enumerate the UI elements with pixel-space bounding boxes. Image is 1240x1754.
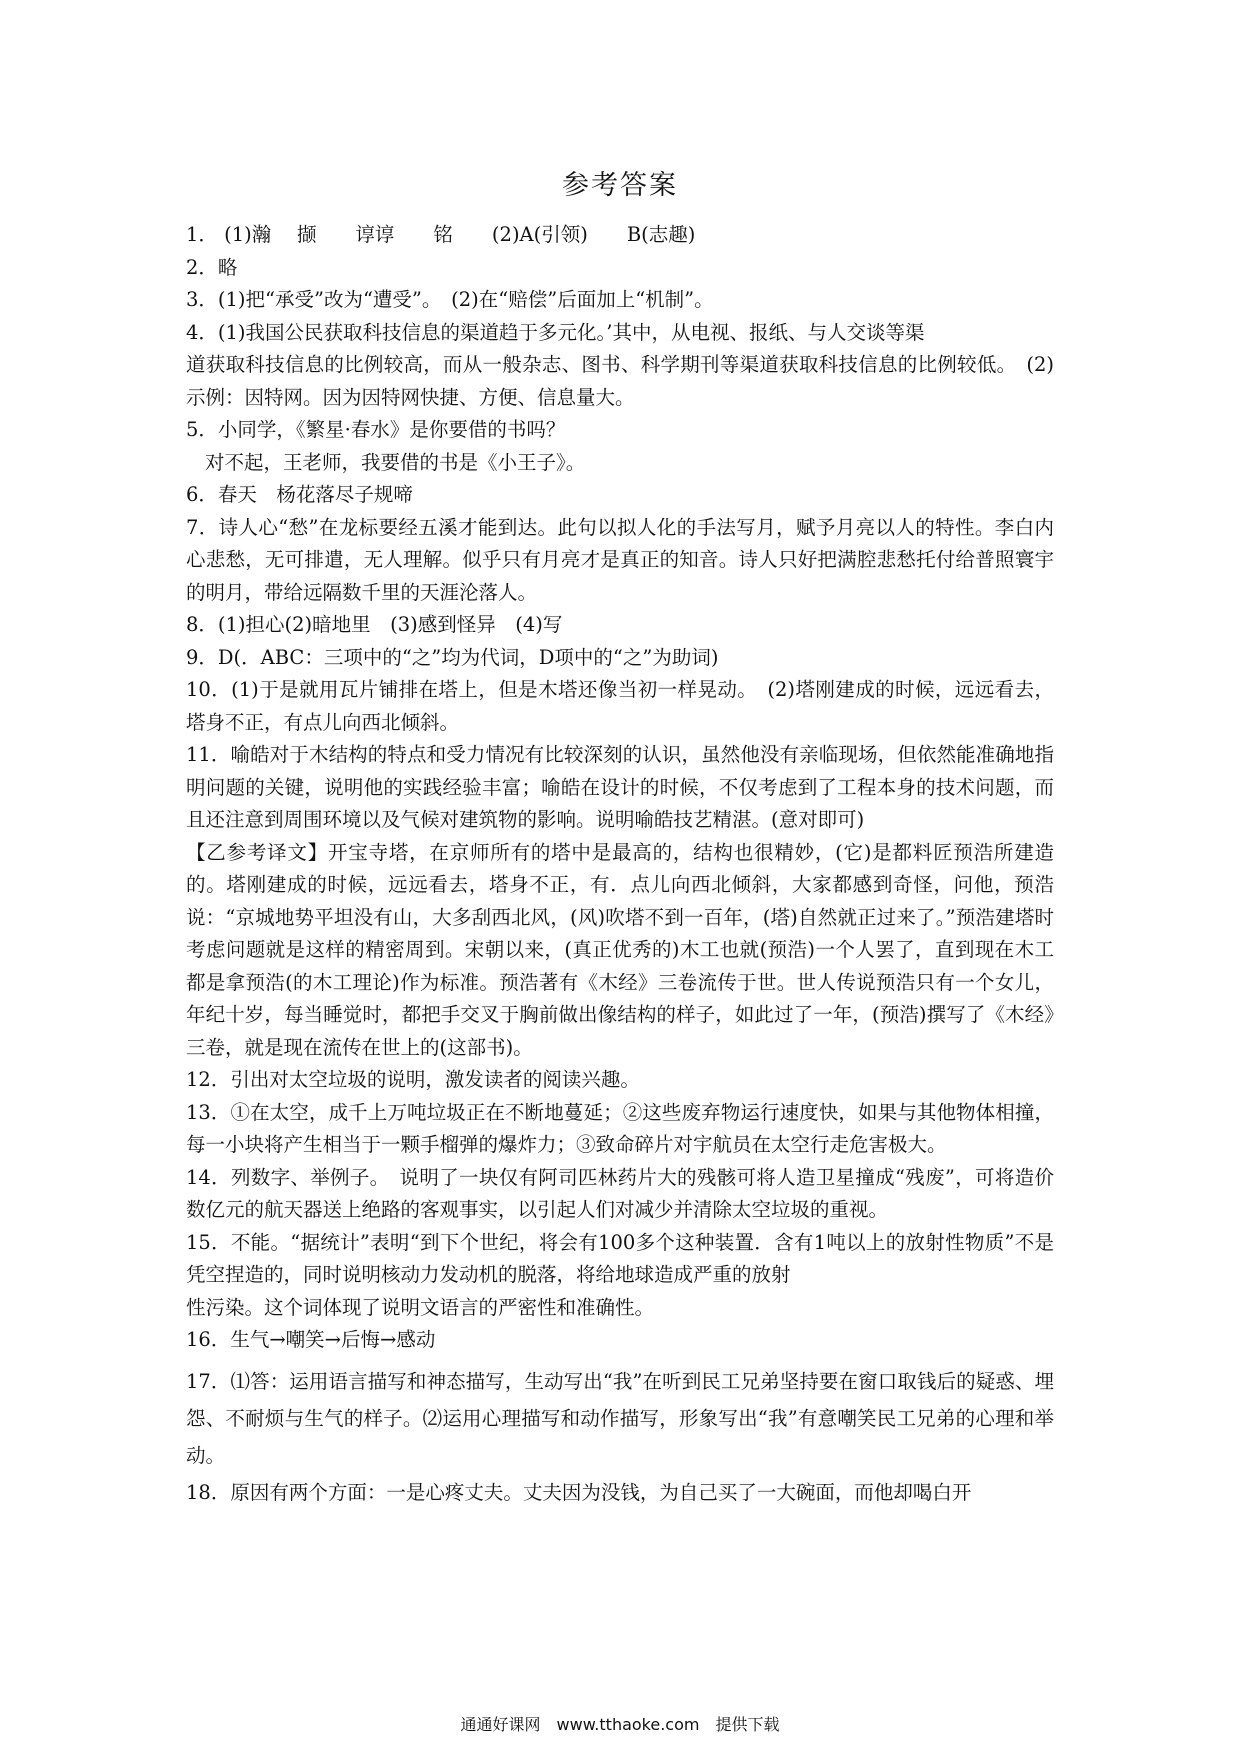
answer-11: 11．喻皓对于木结构的特点和受力情况有比较深刻的认识，虽然他没有亲临现场，但依然能准确地指明问题的关键，说明他的实践经验丰富；喻皓在设计的时候，不仅考虑到了工程本身的技术问题，而且还注意到周围环境以及气候对建筑物的影响。说明喻皓技艺精湛。(意对即可) — [186, 743, 1054, 831]
footer-source: 通通好课网 www.tthaoke.com 提供下载 — [460, 1715, 780, 1734]
answer-15: 15．不能。“据统计”表明“到下个世纪，将会有100多个这种装置．含有1吨以上的放射性物质”不是凭空捏造的，同时说明核动力发动机的脱落，将给地球造成严重的放射 — [186, 1230, 1054, 1286]
answer-6: 6．春天 杨花落尽子规啼 — [186, 483, 413, 506]
translation-paragraph: 【乙参考译文】开宝寺塔，在京师所有的塔中是最高的，结构也很精妙，(它)是都料匠预浩所建造的。塔刚建成的时候，远远看去，塔身不正，有．点儿向西北倾斜，大家都感到奇怪，问他，预浩说：“京城地势平坦没有山，大多刮西北风，(风)吹塔不到一百年，(塔)自然就正过来了。”预浩建塔时考虑问题就是这样的精密周到。宋朝以来，(真正优秀的)木工也就(预浩)一个人罢了，直到现在木工都是拿预浩(的木工理论)作为标准。预浩著有《木经》三卷流传于世。世人传说预浩只有一个女儿，年纪十岁，每当睡觉时，都把手交叉于胸前做出像结构的样子，如此过了一年，(预浩)撰写了《木经》三卷，就是现在流传在世上的(这部书)。 — [186, 840, 1054, 1059]
answer-10: 10．(1)于是就用瓦片铺排在塔上，但是木塔还像当初一样晃动。 (2)塔刚建成的时候，远远看去，塔身不正，有点儿向西北倾斜。 — [186, 678, 1054, 734]
answer-17: 17．⑴答：运用语言描写和神态描写，生动写出“我”在听到民工兄弟坚持要在窗口取钱后的疑惑、埋怨、不耐烦与生气的样子。⑵运用心理描写和动作描写，形象写出“我”有意嘲笑民工兄弟的心理和举动。 — [186, 1369, 1054, 1467]
answer-9: 9．D(．ABC：三项中的“之”均为代词，D项中的“之”为助词) — [186, 645, 719, 669]
answer-18: 18．原因有两个方面：一是心疼丈夫。丈夫因为没钱，为自己买了一大碗面，而他却喝白开 — [186, 1480, 972, 1504]
answer-1: 1． (1)瀚 撷 谆谆 铭 (2)A(引领) B(志趣) — [186, 223, 696, 246]
answer-4-continued: 道获取科技信息的比例较高，而从一般杂志、图书、科学期刊等渠道获取科技信息的比例较低。 (2)示例：因特网。因为因特网快捷、方便、信息量大。 — [186, 353, 1054, 409]
answer-5-reply: 对不起，王老师，我要借的书是《小王子》。 — [205, 450, 586, 474]
answer-8: 8．(1)担心(2)暗地里 (3)感到怪异 (4)写 — [186, 613, 563, 636]
answer-4: 4．(1)我国公民获取科技信息的渠道趋于多元化。’其中，从电视、报纸、与人交谈等渠 — [186, 320, 925, 344]
answer-list — [186, 219, 1054, 1511]
answer-7: 7．诗人心“愁”在龙标要经五溪才能到达。此句以拟人化的手法写月，赋予月亮以人的特性。李白内心悲愁，无可排遣，无人理解。似乎只有月亮才是真正的知音。诗人只好把满腔悲愁托付给普照寰宇的明月，带给远隔数千里的天涯沦落人。 — [186, 515, 1054, 604]
answer-15-continued: 性污染。这个词体现了说明文语言的严密性和准确性。 — [186, 1295, 655, 1319]
answer-16: 16．生气→嘲笑→后悔→感动 — [186, 1328, 436, 1351]
answer-14: 14．列数字、举例子。 说明了一块仅有阿司匹林药片大的残骸可将人造卫星撞成“残废”，可将造价数亿元的航天器送上绝路的客观事实，以引起人们对减少并清除太空垃圾的重视。 — [186, 1165, 1054, 1221]
answer-13: 13．①在太空，成千上万吨垃圾正在不断地蔓延；②这些废弃物运行速度快，如果与其他物体相撞，每一小块将产生相当于一颗手榴弹的爆炸力；③致命碎片对宇航员在太空行走危害极大。 — [186, 1100, 1054, 1156]
answer-12: 12．引出对太空垃圾的说明，激发读者的阅读兴趣。 — [186, 1068, 640, 1091]
answer-3: 3．(1)把“承受”改为“遭受”。 (2)在“赔偿”后面加上“机制”。 — [186, 288, 714, 311]
page-title: 参考答案 — [562, 170, 678, 201]
answer-5: 5．小同学，《繁星·春水》是你要借的书吗？ — [186, 418, 566, 441]
answer-2: 2．略 — [186, 255, 238, 279]
